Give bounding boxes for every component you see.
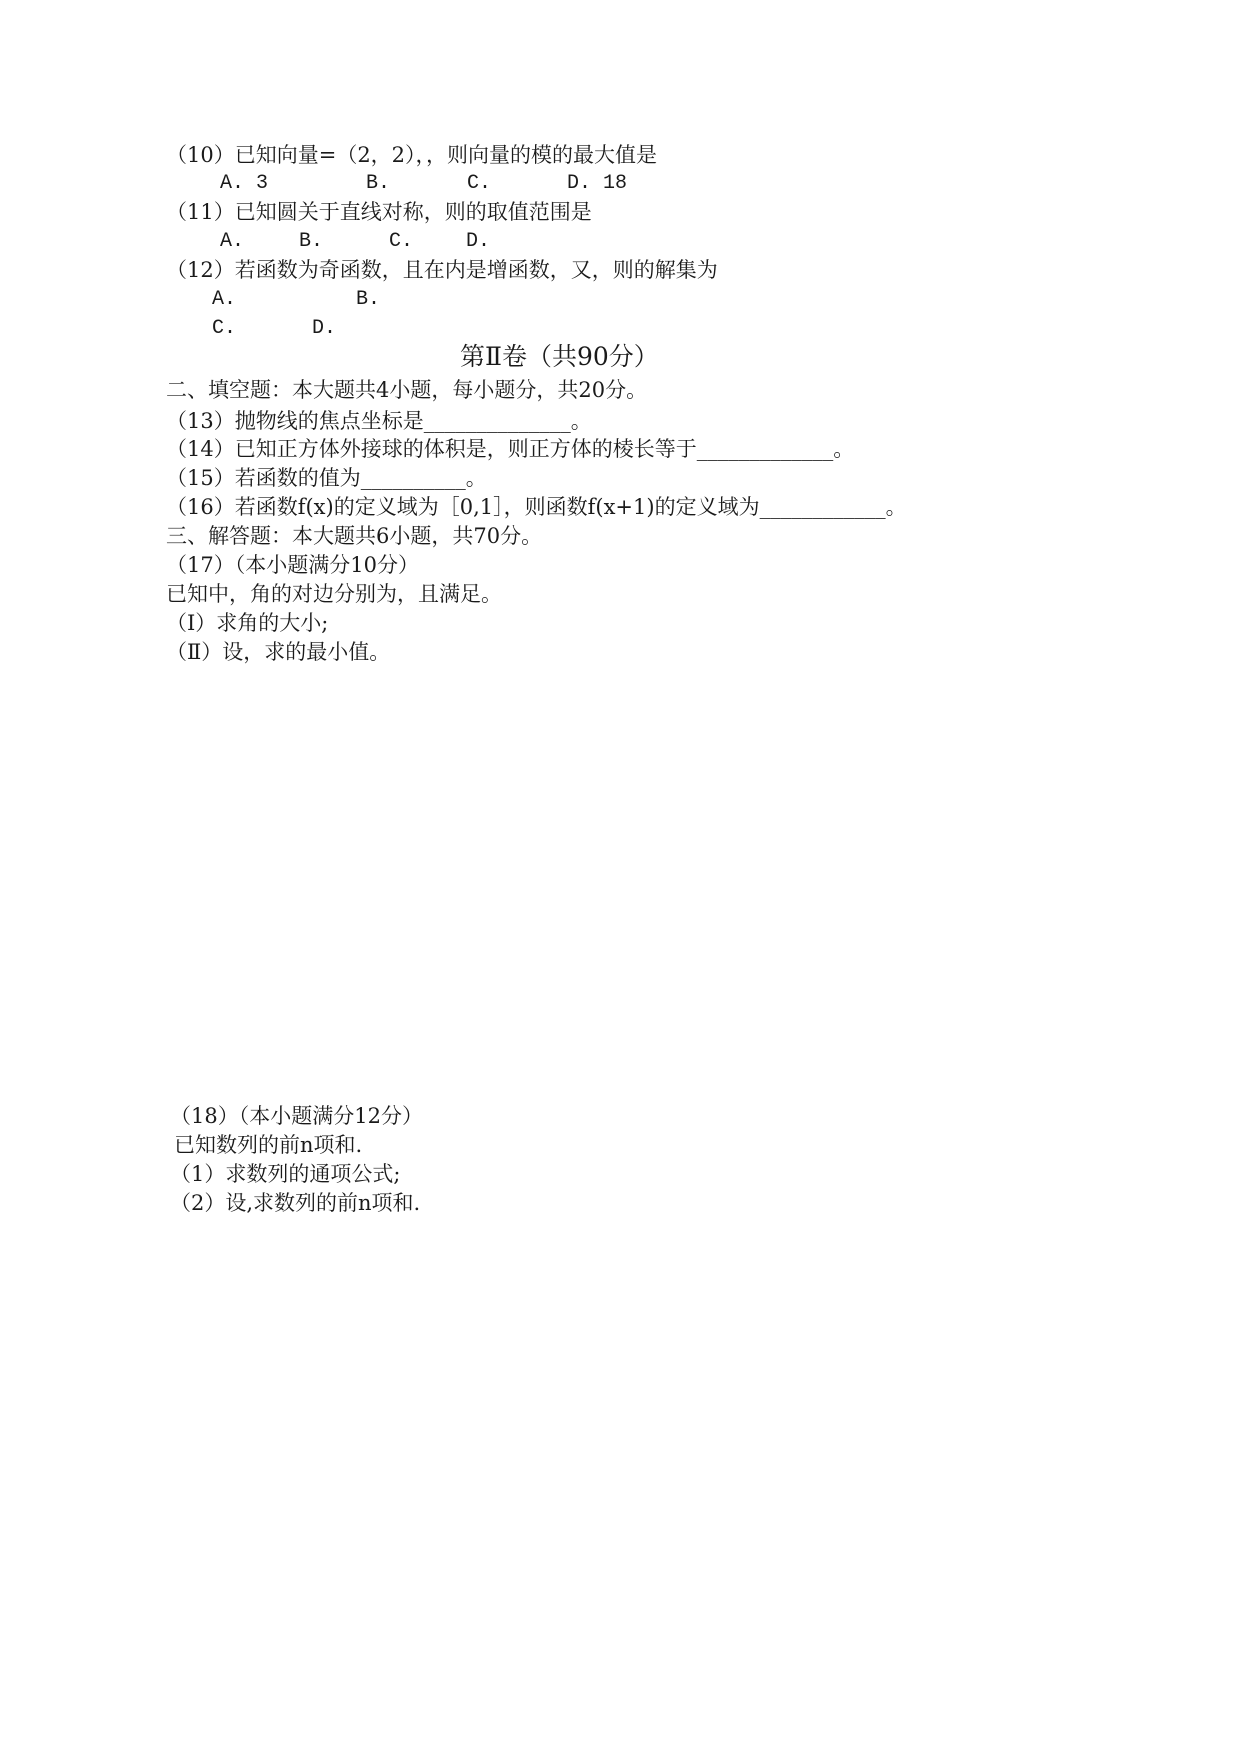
q15-text: （15）若函数的值为__________。 <box>166 466 487 490</box>
q10-stem: （10）已知向量=（2，2），，则向量的模的最大值是 <box>166 143 658 167</box>
q14-text: （14）已知正方体外接球的体积是，则正方体的棱长等于_____________。 <box>166 437 855 461</box>
q13-text: （13）抛物线的焦点坐标是______________。 <box>166 409 592 433</box>
q17-header: （17）（本小题满分10分） <box>166 553 419 577</box>
q10-option-d: D. 18 <box>567 172 628 195</box>
q11-option-a: A. <box>220 230 245 253</box>
q11-option-c: C. <box>389 230 414 253</box>
q12-stem: （12）若函数为奇函数，且在内是增函数，又，则的解集为 <box>166 258 718 282</box>
q16-text: （16）若函数f(x)的定义域为［0,1］，则函数f(x+1)的定义域为____________。 <box>166 495 907 519</box>
q10-option-a: A. 3 <box>220 172 269 195</box>
q10-option-c: C. <box>467 172 492 195</box>
q18-part2: （2）设,求数列的前n项和. <box>170 1191 421 1215</box>
q17-part2: （Ⅱ）设，求的最小值。 <box>166 640 391 664</box>
q12-option-d: D. <box>312 317 337 340</box>
q10-option-b: B. <box>366 172 391 195</box>
q17-stem: 已知中，角的对边分别为，且满足。 <box>166 582 502 606</box>
q18-header: （18）（本小题满分12分） <box>170 1104 423 1128</box>
q12-option-b: B. <box>356 288 381 311</box>
q18-stem: 已知数列的前n项和. <box>174 1133 363 1157</box>
q12-option-a: A. <box>212 288 237 311</box>
q11-option-b: B. <box>299 230 324 253</box>
section2-heading: 二、填空题：本大题共4小题，每小题分，共20分。 <box>166 378 648 402</box>
part2-title: 第Ⅱ卷（共90分） <box>460 342 659 371</box>
q18-part1: （1）求数列的通项公式; <box>170 1162 401 1186</box>
section3-heading: 三、解答题：本大题共6小题，共70分。 <box>166 524 543 548</box>
q11-stem: （11）已知圆关于直线对称，则的取值范围是 <box>166 200 592 224</box>
q17-part1: （Ⅰ）求角的大小; <box>166 611 329 635</box>
q12-option-c: C. <box>212 317 237 340</box>
q11-option-d: D. <box>466 230 491 253</box>
